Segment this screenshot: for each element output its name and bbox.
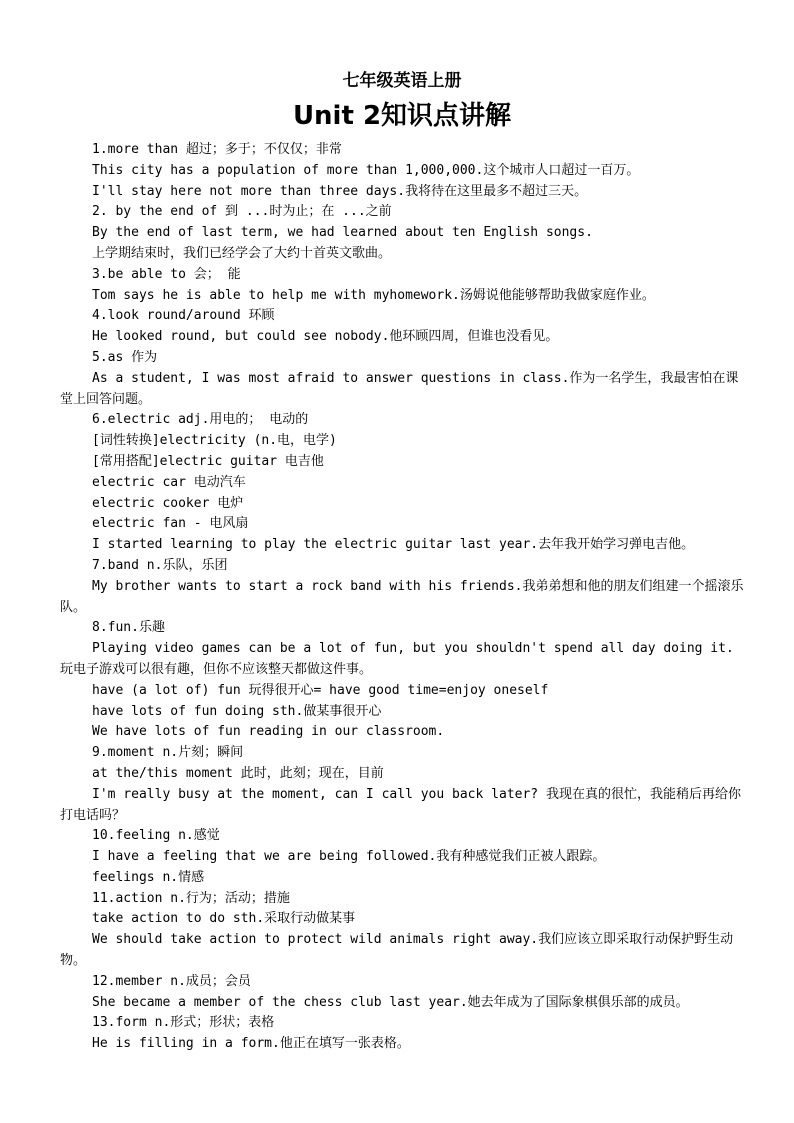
text-line: 3.be able to 会； 能	[92, 266, 241, 282]
text-line: We have lots of fun reading in our classroom.	[92, 724, 445, 740]
text-line: electric cooker 电炉	[92, 495, 244, 511]
text-line: Tom says he is able to help me with myhomework.汤姆说他能够帮助我做家庭作业。	[92, 287, 655, 303]
text-line: [词性转换]electricity (n.电，电学)	[92, 433, 337, 449]
text-line: As a student, I was most afraid to answer questions in class.作为一名学生，我最害怕在课堂上回答问题。	[60, 370, 739, 407]
text-line: He is filling in a form.他正在填写一张表格。	[92, 1036, 410, 1052]
text-line: 7.band n.乐队，乐团	[92, 557, 228, 573]
text-line: 1.more than 超过；多于；不仅仅；非常	[92, 142, 342, 157]
text-line: 上学期结束时，我们已经学会了大约十首英文歌曲。	[92, 245, 392, 261]
text-line: By the end of last term, we had learned about ten English songs.	[92, 225, 593, 241]
text-line: electric fan - 电风扇	[92, 516, 249, 532]
text-line: take action to do sth.采取行动做某事	[92, 911, 356, 927]
text-line: We should take action to protect wild animals right away.我们应该立即采取行动保护野生动物。	[60, 932, 734, 969]
text-line: I'm really busy at the moment, can I call you back later? 我现在真的很忙，我能稍后再给你打电话吗？	[60, 786, 741, 823]
document-body	[60, 140, 744, 1055]
text-line: 9.moment n.片刻；瞬间	[92, 745, 244, 761]
text-line: I have a feeling that we are being followed.我有种感觉我们正被人跟踪。	[92, 849, 606, 865]
text-line: I started learning to play the electric guitar last year.去年我开始学习弹电吉他。	[92, 537, 695, 553]
document-title: Unit 2知识点讲解	[292, 101, 512, 131]
text-line: feelings n.情感	[92, 869, 205, 885]
text-line: He looked round, but could see nobody.他环顾四周，但谁也没看见。	[92, 329, 559, 345]
text-line: 12.member n.成员；会员	[92, 973, 251, 989]
document-page	[60, 68, 744, 1055]
text-line: at the/this moment 此时，此刻；现在，目前	[92, 765, 384, 781]
text-line: 8.fun.乐趣	[92, 620, 165, 636]
text-line: 6.electric adj.用电的； 电动的	[92, 412, 309, 428]
text-line: She became a member of the chess club last year.她去年成为了国际象棋俱乐部的成员。	[92, 994, 689, 1010]
text-line: I'll stay here not more than three days.我将待在这里最多不超过三天。	[92, 183, 588, 199]
text-line: My brother wants to start a rock band with his friends.我弟弟想和他的朋友们组建一个摇滚乐队。	[60, 578, 744, 615]
text-line: 2. by the end of 到 ...时为止；在 ...之前	[92, 204, 392, 220]
text-line: 10.feeling n.感觉	[92, 828, 220, 844]
text-line: [常用搭配]electric guitar 电吉他	[92, 453, 324, 469]
text-line: 4.look round/around 环顾	[92, 308, 275, 324]
text-line: 11.action n.行为；活动；措施	[92, 890, 290, 906]
text-line: Playing video games can be a lot of fun, but you shouldn't spend all day doing it.玩电子游戏可以很有趣，但你不应该整天都做这件事。	[60, 641, 734, 677]
text-line: 13.form n.形式；形状；表格	[92, 1015, 275, 1031]
text-line: electric car 电动汽车	[92, 474, 246, 490]
text-line: have (a lot of) fun 玩得很开心= have good time=enjoy oneself	[92, 682, 549, 698]
text-line: have lots of fun doing sth.做某事很开心	[92, 703, 382, 719]
text-line: This city has a population of more than 1,000,000.这个城市人口超过一百万。	[92, 162, 640, 178]
text-line: 5.as 作为	[92, 349, 158, 365]
document-subtitle: 七年级英语上册	[342, 71, 462, 91]
